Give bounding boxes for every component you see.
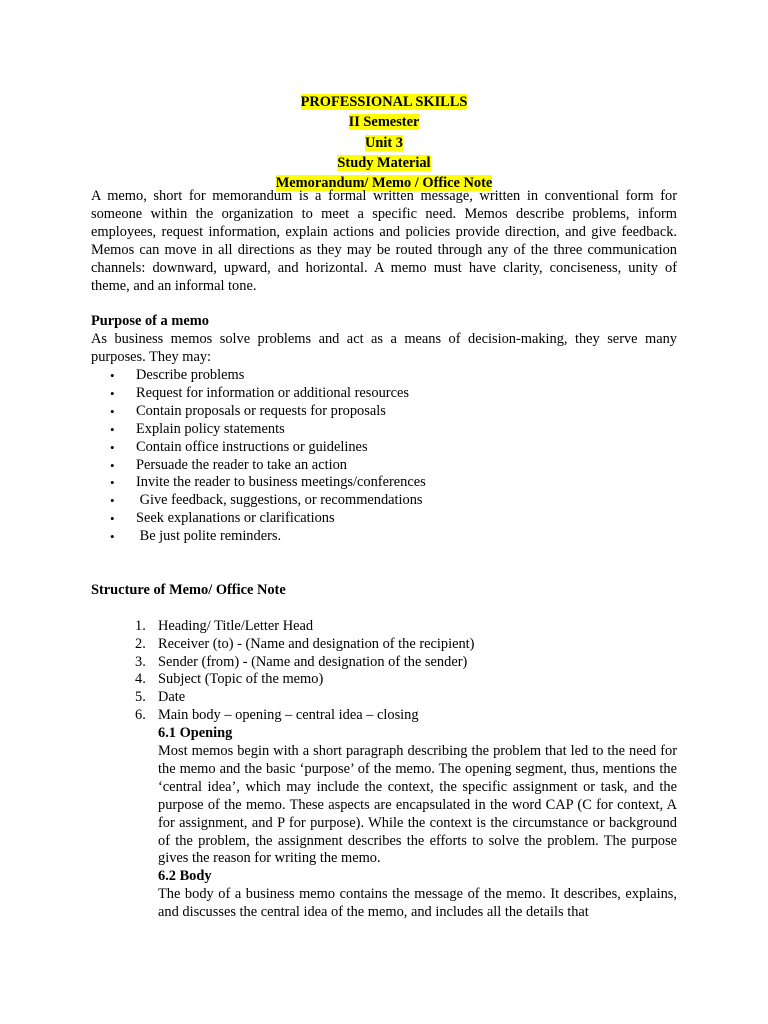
list-item: • Explain policy statements — [110, 420, 285, 437]
bullet-icon: • — [110, 421, 115, 437]
bullet-icon: • — [110, 493, 115, 509]
list-item: • Give feedback, suggestions, or recommendations — [110, 492, 423, 509]
list-item: 3. Sender (from) - (Name and designation of the sender) — [135, 653, 468, 670]
bullet-icon: • — [110, 368, 115, 384]
document-content — [91, 188, 677, 922]
structure-list — [91, 618, 677, 725]
bullet-icon: • — [110, 385, 115, 401]
list-item: • Invite the reader to business meetings/conferences — [110, 474, 426, 491]
list-item: 1. Heading/ Title/Letter Head — [135, 617, 314, 634]
unit-title: Unit 3 — [365, 134, 403, 151]
structure-heading: Structure of Memo/ Office Note — [91, 581, 286, 598]
material-title: Study Material — [337, 154, 431, 171]
list-item: • Be just polite reminders. — [110, 528, 282, 545]
bullet-icon: • — [110, 529, 115, 545]
intro-paragraph: A memo, short for memorandum is a formal written message, written in conventional form for someone within the organization to meet a specific need. Memos describe problems, inform employees, request information, explain actions and policies provide direction, and give feedback. Memos can move in all directions as they may be routed through any of the three communication channels: downward, upward, and horizontal. A memo must have clarity, conciseness, unity of theme, and an informal tone. — [91, 188, 677, 294]
bullet-icon: • — [110, 511, 115, 527]
bullet-icon: • — [110, 475, 115, 491]
list-item: • Request for information or additional resources — [110, 384, 409, 401]
list-item: 6. Main body – opening – central idea – closing — [135, 707, 419, 724]
topic-title: Memorandum/ Memo / Office Note — [275, 175, 493, 192]
opening-heading: 6.1 Opening — [158, 725, 233, 742]
list-item: • Contain proposals or requests for proposals — [110, 402, 386, 419]
opening-paragraph: Most memos begin with a short paragraph describing the problem that led to the need for the memo and the basic ‘purpose’ of the memo. The opening segment, thus, mentions the ‘central idea’, which may include the context, the specific assignment or task, and the purpose of the memo. These aspects are encapsulated in the word CAP (C for context, A for assignment, and P for purpose). While the context is the circumstance or background of the problem, the assignment describes the efforts to solve the problem. The purpose gives the reason for writing the memo. — [158, 743, 677, 867]
list-item: • Describe problems — [110, 367, 245, 384]
list-item: • Persuade the reader to take an action — [110, 456, 347, 473]
purpose-list — [91, 367, 677, 546]
body-paragraph: The body of a business memo contains the message of the memo. It describes, explains, and discusses the central idea of the memo, and includes all the details that — [158, 886, 677, 921]
list-item: • Contain office instructions or guidelines — [110, 438, 368, 455]
bullet-icon: • — [110, 403, 115, 419]
list-item: 2. Receiver (to) - (Name and designation of the recipient) — [135, 635, 475, 652]
body-heading: 6.2 Body — [158, 868, 212, 885]
purpose-heading: Purpose of a memo — [91, 313, 209, 330]
bullet-icon: • — [110, 457, 115, 473]
purpose-paragraph: As business memos solve problems and act as a means of decision-making, they serve many purposes. They may: — [91, 331, 677, 366]
list-item: 5. Date — [135, 689, 186, 706]
main-body-section — [158, 725, 677, 922]
course-title: PROFESSIONAL SKILLS — [300, 94, 468, 110]
list-item: 4. Subject (Topic of the memo) — [135, 671, 324, 688]
semester-title: II Semester — [348, 114, 420, 131]
bullet-icon: • — [110, 439, 115, 455]
list-item: • Seek explanations or clarifications — [110, 510, 335, 527]
title-block — [0, 92, 768, 193]
